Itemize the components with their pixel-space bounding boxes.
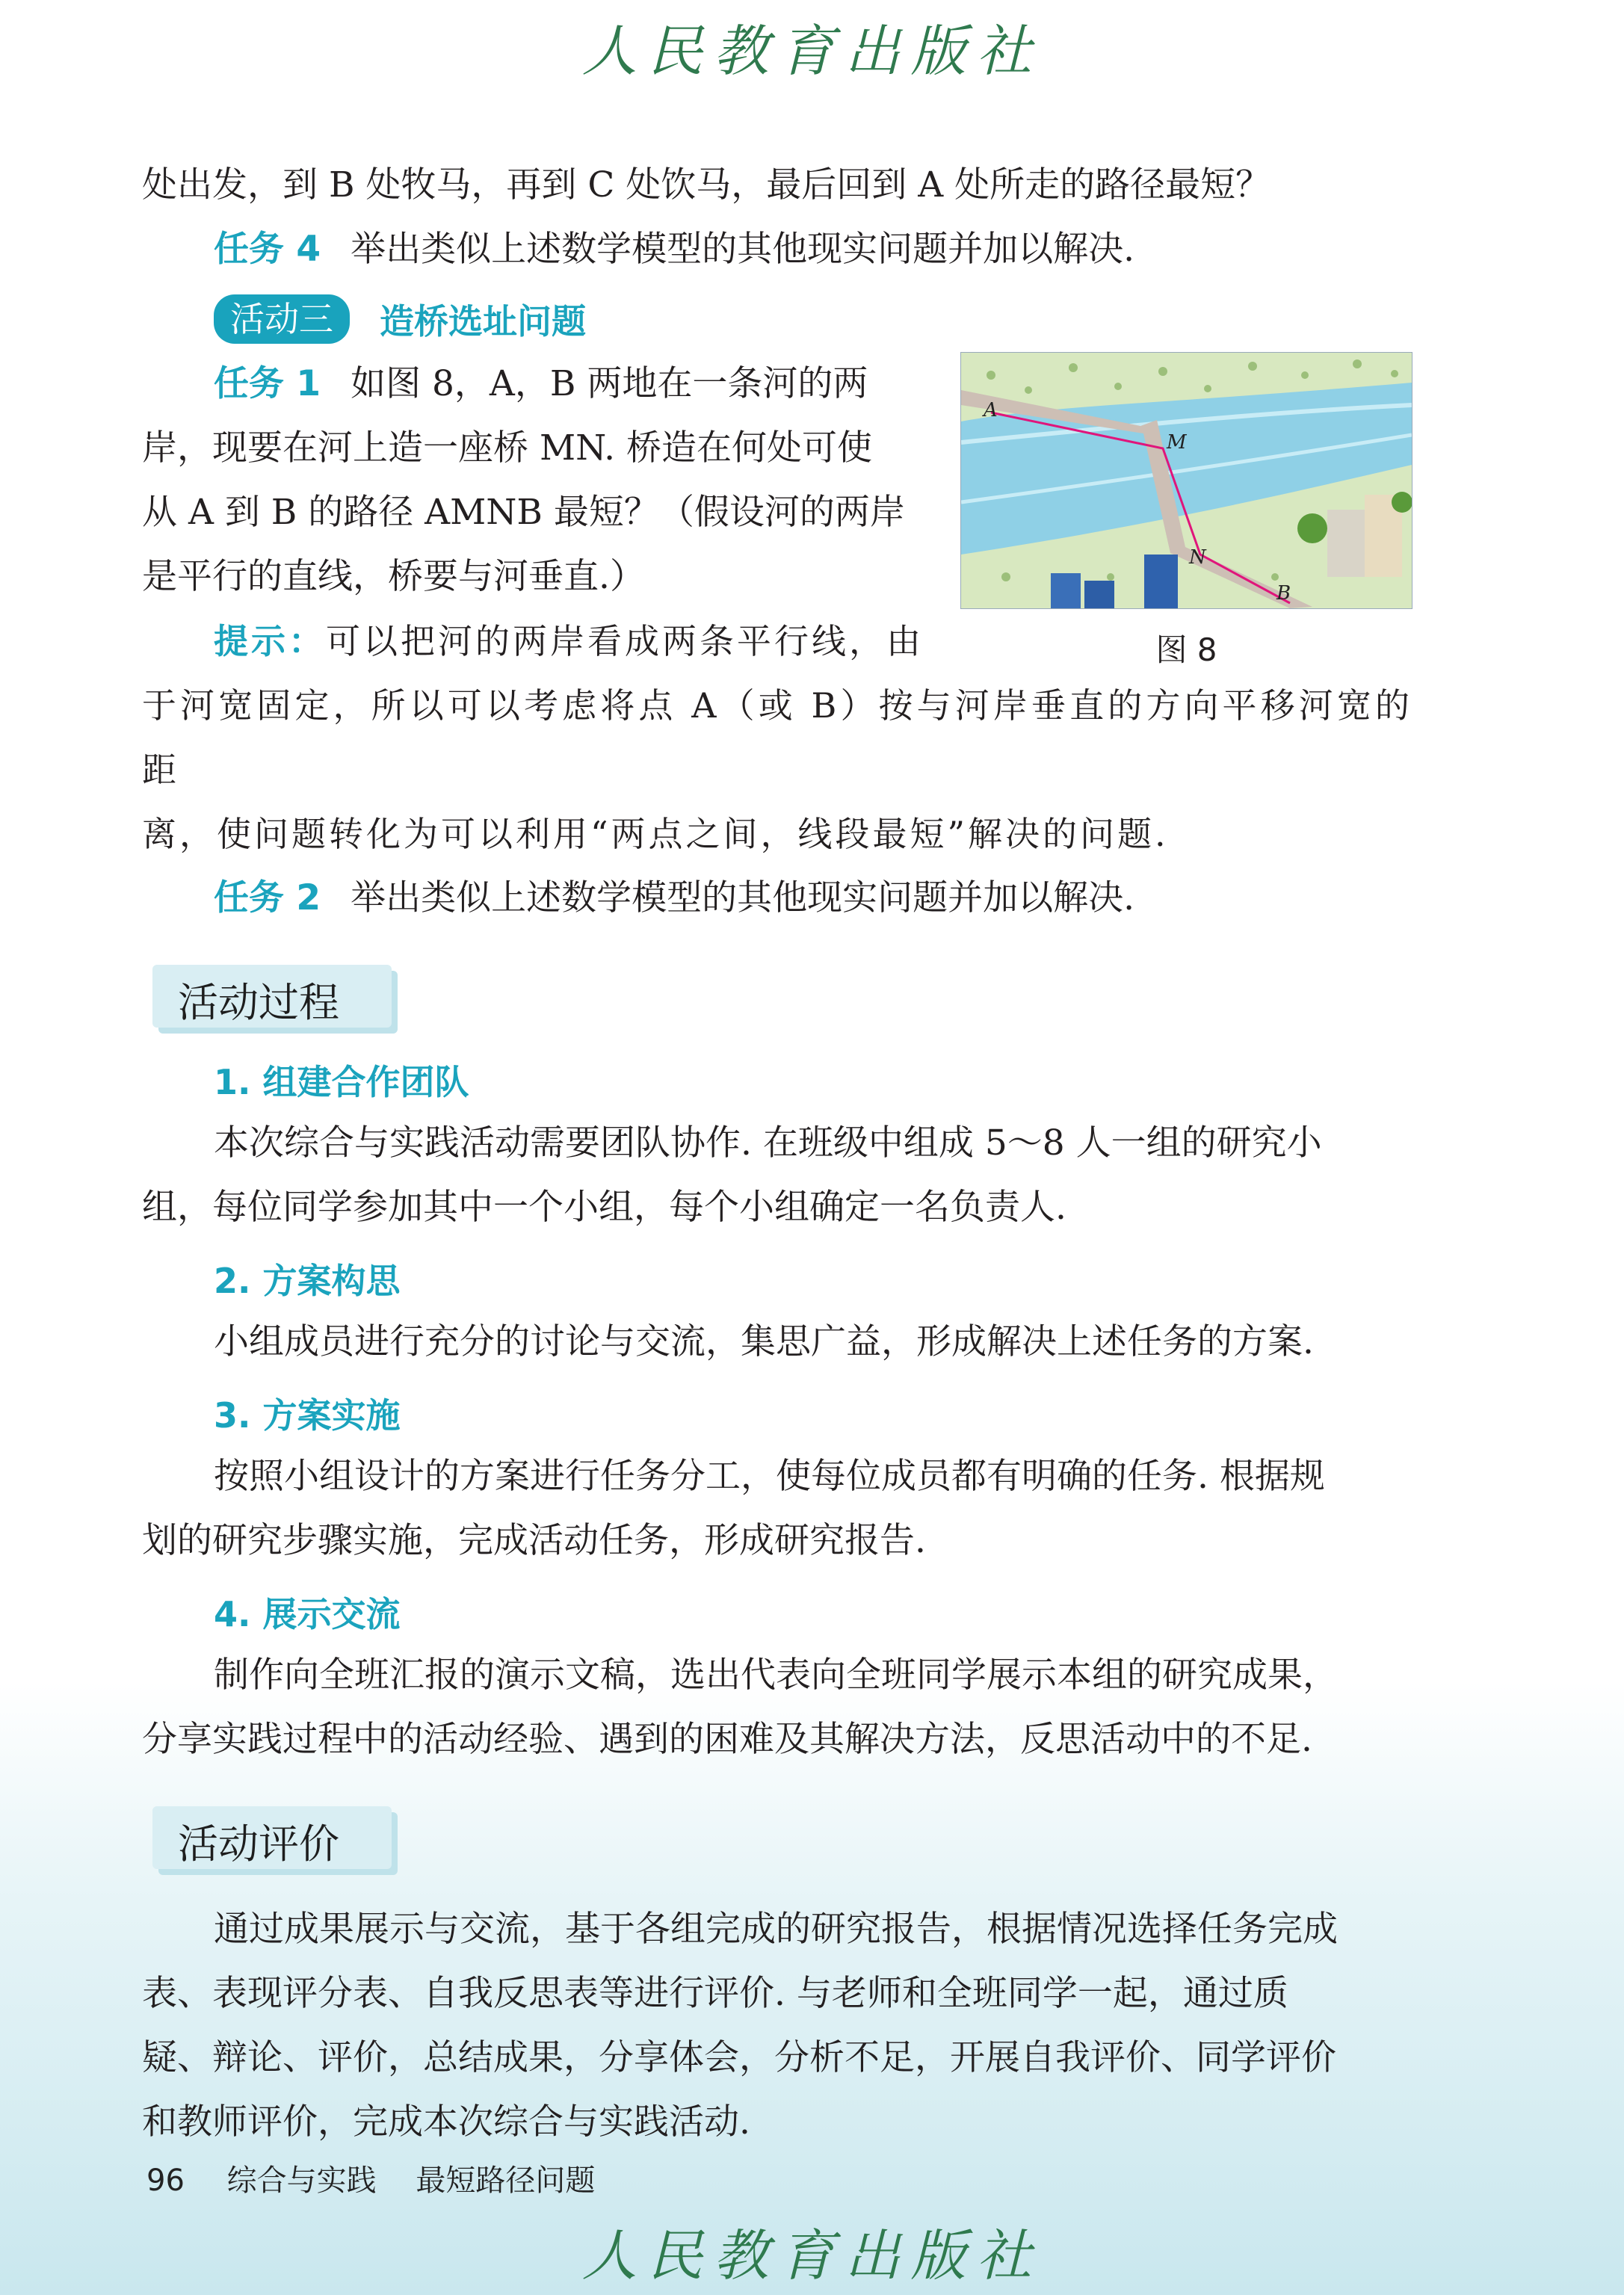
- step-1-line-2: 组，每位同学参加其中一个小组，每个小组确定一名负责人.: [142, 1187, 1066, 1228]
- step-3-line-2: 划的研究步骤实施，完成活动任务，形成研究报告.: [142, 1520, 926, 1561]
- evaluation-line-3: 疑、辩论、评价，总结成果，分享体会，分析不足，开展自我评价、同学评价: [142, 2037, 1336, 2078]
- task1-line-2: 岸，现要在河上造一座桥 MN. 桥造在何处可使: [142, 427, 873, 469]
- step-4-line-2: 分享实践过程中的活动经验、遇到的困难及其解决方法，反思活动中的不足.: [142, 1719, 1312, 1760]
- footer-section: 综合与实践: [226, 2163, 377, 2198]
- task1-label: 任务 1: [214, 363, 321, 404]
- hint-line-1: [142, 609, 927, 673]
- publisher-header: 人民教育出版社: [581, 19, 1043, 84]
- step-4-line-1: 制作向全班汇报的演示文稿，选出代表向全班同学展示本组的研究成果，: [214, 1655, 1338, 1696]
- task2: [142, 866, 1412, 930]
- task4-label: 任务 4: [214, 229, 321, 270]
- intro-continuation: 处出发，到 B 处牧马，再到 C 处饮马，最后回到 A 处所走的路径最短？: [142, 164, 1271, 206]
- hint-line-3: 离，使问题转化为可以利用“两点之间，线段最短”解决的问题.: [142, 814, 1169, 854]
- task1-line-1-text: 如图 8，A，B 两地在一条河的两: [351, 363, 868, 404]
- figure-caption: 图 8: [1155, 631, 1217, 668]
- task2-text: 举出类似上述数学模型的其他现实问题并加以解决.: [351, 877, 1135, 918]
- step-1-line-1: 本次综合与实践活动需要团队协作. 在班级中组成 5～8 人一组的研究小: [214, 1122, 1322, 1164]
- activity3-badge: 活动三: [214, 294, 350, 344]
- step-1-title: 1. 组建合作团队: [214, 1062, 469, 1102]
- section-process-title: 活动过程: [178, 979, 339, 1026]
- task2-label: 任务 2: [214, 877, 321, 918]
- task4-text: 举出类似上述数学模型的其他现实问题并加以解决.: [351, 229, 1135, 270]
- task1-block: [142, 352, 1412, 866]
- fig-label-b: B: [1276, 582, 1291, 605]
- hint-label: 提示：: [214, 621, 326, 661]
- activity3-title: 造桥选址问题: [380, 301, 586, 342]
- task1-line-4: 是平行的直线，桥要与河垂直.）: [142, 556, 645, 597]
- evaluation-line-4: 和教师评价，完成本次综合与实践活动.: [142, 2101, 750, 2143]
- step-3-line-1: 按照小组设计的方案进行任务分工，使每位成员都有明确的任务. 根据规: [214, 1456, 1325, 1497]
- step-2-line-1: 小组成员进行充分的讨论与交流，集思广益，形成解决上述任务的方案.: [214, 1321, 1314, 1362]
- fig-label-n: N: [1189, 546, 1206, 569]
- publisher-footer: 人民教育出版社: [581, 2224, 1043, 2288]
- fig-label-a: A: [984, 399, 998, 421]
- evaluation-line-1: 通过成果展示与交流，基于各组完成的研究报告，根据情况选择任务完成: [214, 1909, 1338, 1950]
- fig-label-m: M: [1167, 431, 1187, 454]
- task1-line-3: 从 A 到 B 的路径 AMNB 最短？（假设河的两岸: [142, 492, 905, 533]
- section-evaluation-heading: [152, 1806, 392, 1869]
- hint-first-text: 可以把河的两岸看成两条平行线，由: [326, 621, 924, 661]
- task1-text-column: [142, 352, 927, 673]
- bridge-river-illustration: [960, 352, 1412, 609]
- hint-line-2: 于河宽固定，所以可以考虑将点 A（或 B）按与河岸垂直的方向平移河宽的距: [142, 685, 1412, 790]
- step-4-title: 4. 展示交流: [214, 1594, 401, 1634]
- task4: [142, 217, 1412, 282]
- step-2-title: 2. 方案构思: [214, 1261, 401, 1301]
- page-number: 96: [146, 2163, 185, 2198]
- section-process-heading: [152, 965, 392, 1028]
- task1-line-1: [142, 352, 927, 416]
- page-footer: [146, 2157, 595, 2199]
- evaluation-line-2: 表、表现评分表、自我反思表等进行评价. 与老师和全班同学一起，通过质: [142, 1973, 1288, 2014]
- page-content: [142, 153, 1412, 2155]
- section-evaluation-title: 活动评价: [178, 1820, 339, 1868]
- figure-8: [960, 352, 1412, 670]
- step-3-title: 3. 方案实施: [214, 1395, 401, 1436]
- activity3-heading: [214, 292, 1412, 346]
- footer-topic: 最短路径问题: [416, 2163, 596, 2198]
